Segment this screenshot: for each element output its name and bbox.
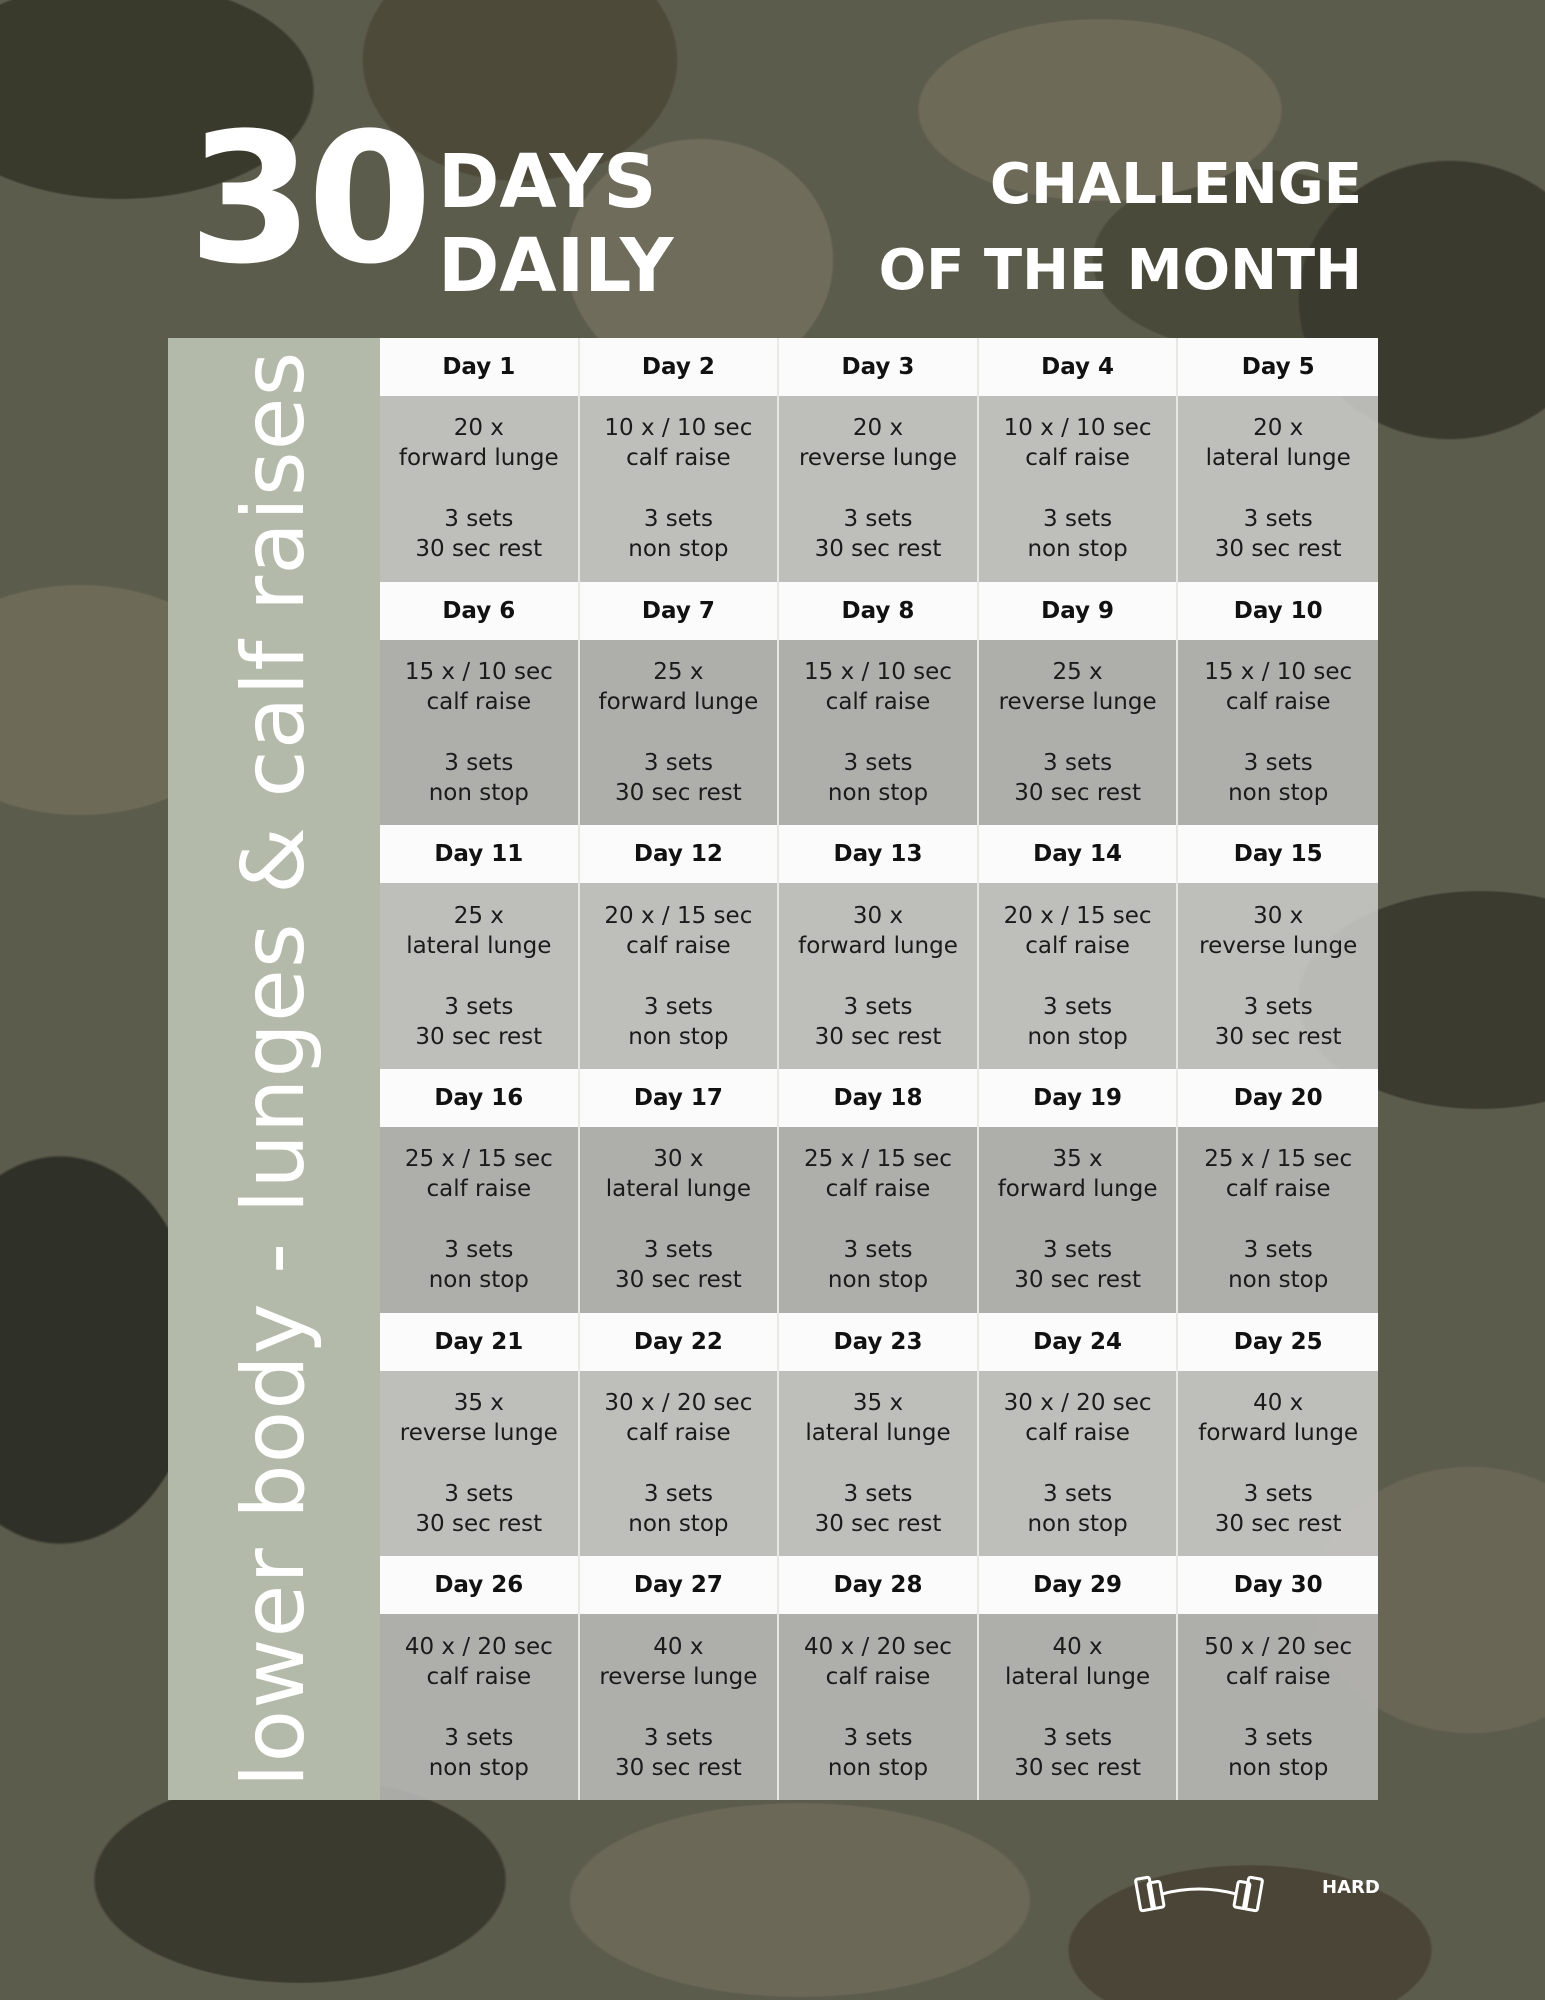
day-grid <box>380 338 1378 1800</box>
workout-rest: 30 sec rest <box>615 1267 742 1294</box>
heading-line-daily: DAILY <box>438 223 674 309</box>
workout-rest: 30 sec rest <box>1214 536 1342 563</box>
workout-exercise: reverse lunge <box>998 688 1157 715</box>
workout-rest: non stop <box>1027 536 1128 563</box>
day-workout <box>979 1614 1177 1800</box>
day-cell <box>979 1069 1179 1313</box>
workout-rest: non stop <box>1027 1023 1128 1050</box>
workout-exercise: calf raise <box>825 688 931 715</box>
workout-rest: non stop <box>628 1510 729 1537</box>
workout-sets: 3 sets <box>1243 1237 1313 1264</box>
day-cell <box>1178 338 1378 582</box>
day-workout <box>979 396 1177 582</box>
workout-sets: 3 sets <box>1043 749 1113 776</box>
day-cell <box>380 825 580 1069</box>
workout-rest: 30 sec rest <box>615 779 742 806</box>
workout-reps: 35 x <box>453 1389 504 1416</box>
day-label: Day 14 <box>979 825 1177 883</box>
workout-sets: 3 sets <box>843 993 913 1020</box>
day-label: Day 3 <box>779 338 977 396</box>
day-label: Day 30 <box>1178 1556 1378 1614</box>
page-header <box>0 0 1545 330</box>
workout-reps: 25 x <box>1052 658 1103 685</box>
workout-exercise: forward lunge <box>997 1176 1158 1203</box>
workout-sets: 3 sets <box>643 1724 713 1751</box>
day-workout <box>380 396 578 582</box>
day-cell <box>1178 1556 1378 1800</box>
workout-exercise: calf raise <box>1225 1176 1331 1203</box>
workout-rest: non stop <box>628 536 729 563</box>
day-label: Day 26 <box>380 1556 578 1614</box>
workout-sets: 3 sets <box>843 1237 913 1264</box>
workout-reps: 25 x / 15 sec <box>1204 1146 1353 1173</box>
day-cell <box>1178 1069 1378 1313</box>
day-workout <box>1178 1371 1378 1557</box>
day-cell <box>979 582 1179 826</box>
workout-rest: non stop <box>428 779 529 806</box>
workout-exercise: lateral lunge <box>1004 1663 1151 1690</box>
workout-exercise: calf raise <box>1025 445 1130 472</box>
workout-exercise: calf raise <box>1025 932 1130 959</box>
workout-rest: non stop <box>827 1267 929 1294</box>
day-workout <box>779 1127 977 1313</box>
workout-reps: 30 x <box>852 902 904 929</box>
workout-reps: 40 x / 20 sec <box>804 1633 952 1660</box>
day-workout <box>979 1127 1177 1313</box>
workout-rest: 30 sec rest <box>615 1754 742 1781</box>
day-workout <box>779 640 977 826</box>
workout-rest: non stop <box>428 1267 529 1294</box>
day-cell <box>580 1556 780 1800</box>
barbell-icon <box>1134 1870 1264 1920</box>
workout-exercise: calf raise <box>825 1663 931 1690</box>
workout-sets: 3 sets <box>444 1724 514 1751</box>
day-label: Day 10 <box>1178 582 1378 640</box>
day-cell <box>380 582 580 826</box>
day-label: Day 29 <box>979 1556 1177 1614</box>
workout-reps: 40 x / 20 sec <box>404 1633 553 1660</box>
workout-reps: 35 x <box>852 1389 904 1416</box>
workout-rest: 30 sec rest <box>1014 779 1141 806</box>
day-workout <box>979 640 1177 826</box>
day-workout <box>979 1371 1177 1557</box>
workout-reps: 40 x <box>1253 1389 1304 1416</box>
day-cell <box>779 338 979 582</box>
workout-exercise: reverse lunge <box>399 1419 558 1446</box>
day-label: Day 6 <box>380 582 578 640</box>
day-label: Day 5 <box>1178 338 1378 396</box>
workout-reps: 30 x <box>1253 902 1304 929</box>
day-cell <box>580 338 780 582</box>
day-cell <box>779 825 979 1069</box>
day-cell <box>580 825 780 1069</box>
difficulty-label: HARD <box>1322 1877 1380 1898</box>
sidebar-title: lower body - lunges & calf raises <box>224 350 324 1788</box>
workout-exercise: reverse lunge <box>1199 932 1358 959</box>
workout-reps: 20 x / 15 sec <box>604 902 753 929</box>
workout-sets: 3 sets <box>643 749 713 776</box>
day-workout <box>380 1371 578 1557</box>
day-cell <box>580 1069 780 1313</box>
workout-rest: 30 sec rest <box>1214 1023 1342 1050</box>
challenge-heading <box>879 142 1362 314</box>
workout-sets: 3 sets <box>1043 1237 1113 1264</box>
day-cell <box>779 582 979 826</box>
day-label: Day 24 <box>979 1313 1177 1371</box>
day-label: Day 8 <box>779 582 977 640</box>
workout-rest: 30 sec rest <box>814 536 942 563</box>
workout-sets: 3 sets <box>1043 993 1113 1020</box>
workout-exercise: calf raise <box>426 688 532 715</box>
workout-rest: 30 sec rest <box>415 1510 543 1537</box>
workout-exercise: calf raise <box>1225 688 1331 715</box>
workout-rest: 30 sec rest <box>1014 1267 1141 1294</box>
workout-rest: non stop <box>1027 1510 1128 1537</box>
workout-rest: 30 sec rest <box>814 1023 942 1050</box>
day-cell <box>779 1556 979 1800</box>
workout-rest: non stop <box>628 1023 729 1050</box>
sidebar-panel <box>168 338 380 1800</box>
day-workout <box>580 1371 778 1557</box>
workout-sets: 3 sets <box>1243 506 1313 533</box>
day-label: Day 18 <box>779 1069 977 1127</box>
workout-reps: 10 x / 10 sec <box>1003 415 1152 442</box>
workout-exercise: calf raise <box>426 1663 532 1690</box>
day-workout <box>779 1371 977 1557</box>
day-label: Day 1 <box>380 338 578 396</box>
day-cell <box>1178 582 1378 826</box>
heading-line-days: DAYS <box>438 139 657 225</box>
big-number: 30 <box>188 95 427 304</box>
day-label: Day 21 <box>380 1313 578 1371</box>
day-workout <box>1178 396 1378 582</box>
day-label: Day 25 <box>1178 1313 1378 1371</box>
workout-exercise: reverse lunge <box>798 445 958 472</box>
workout-exercise: calf raise <box>626 932 731 959</box>
day-workout <box>380 883 578 1069</box>
day-workout <box>979 883 1177 1069</box>
workout-sets: 3 sets <box>843 506 913 533</box>
workout-exercise: forward lunge <box>398 445 559 472</box>
workout-rest: non stop <box>827 779 929 806</box>
workout-reps: 10 x / 10 sec <box>604 415 753 442</box>
workout-sets: 3 sets <box>1243 1724 1313 1751</box>
workout-exercise: calf raise <box>626 445 731 472</box>
day-workout <box>580 640 778 826</box>
day-cell <box>380 1313 580 1557</box>
workout-exercise: calf raise <box>626 1419 731 1446</box>
challenge-card <box>168 338 1378 1800</box>
workout-sets: 3 sets <box>643 993 713 1020</box>
workout-exercise: forward lunge <box>798 932 958 959</box>
day-label: Day 16 <box>380 1069 578 1127</box>
day-workout <box>380 1614 578 1800</box>
day-cell <box>779 1069 979 1313</box>
workout-reps: 30 x / 20 sec <box>604 1389 753 1416</box>
workout-sets: 3 sets <box>444 1237 514 1264</box>
day-cell <box>380 338 580 582</box>
day-label: Day 19 <box>979 1069 1177 1127</box>
workout-exercise: calf raise <box>1025 1419 1130 1446</box>
workout-rest: 30 sec rest <box>415 1023 543 1050</box>
day-label: Day 17 <box>580 1069 778 1127</box>
workout-sets: 3 sets <box>1243 749 1313 776</box>
day-workout <box>1178 1614 1378 1800</box>
workout-reps: 20 x / 15 sec <box>1003 902 1152 929</box>
day-label: Day 13 <box>779 825 977 883</box>
day-label: Day 20 <box>1178 1069 1378 1127</box>
workout-reps: 50 x / 20 sec <box>1204 1633 1353 1660</box>
workout-sets: 3 sets <box>1243 1480 1313 1507</box>
workout-rest: 30 sec rest <box>1014 1754 1141 1781</box>
workout-sets: 3 sets <box>643 1237 713 1264</box>
workout-exercise: calf raise <box>1225 1663 1331 1690</box>
workout-sets: 3 sets <box>444 1480 514 1507</box>
workout-reps: 15 x / 10 sec <box>804 658 952 685</box>
workout-sets: 3 sets <box>843 749 913 776</box>
workout-rest: 30 sec rest <box>1214 1510 1342 1537</box>
workout-sets: 3 sets <box>444 506 514 533</box>
challenge-line-2: OF THE MONTH <box>878 238 1362 303</box>
day-workout <box>580 1127 778 1313</box>
day-cell <box>979 825 1179 1069</box>
workout-reps: 25 x / 15 sec <box>804 1146 952 1173</box>
workout-exercise: lateral lunge <box>406 932 552 959</box>
workout-sets: 3 sets <box>843 1480 913 1507</box>
day-workout <box>1178 883 1378 1069</box>
workout-reps: 15 x / 10 sec <box>404 658 553 685</box>
workout-reps: 30 x <box>653 1146 704 1173</box>
day-cell <box>580 582 780 826</box>
workout-reps: 20 x <box>852 415 904 442</box>
day-label: Day 27 <box>580 1556 778 1614</box>
day-label: Day 12 <box>580 825 778 883</box>
day-workout <box>779 1614 977 1800</box>
workout-reps: 40 x <box>1052 1633 1103 1660</box>
workout-sets: 3 sets <box>1043 506 1113 533</box>
workout-exercise: calf raise <box>426 1176 532 1203</box>
workout-reps: 25 x <box>653 658 704 685</box>
day-label: Day 2 <box>580 338 778 396</box>
workout-rest: 30 sec rest <box>415 536 543 563</box>
workout-reps: 25 x <box>453 902 504 929</box>
day-workout <box>380 1127 578 1313</box>
workout-rest: non stop <box>1228 1754 1329 1781</box>
workout-exercise: lateral lunge <box>605 1176 751 1203</box>
workout-reps: 40 x <box>653 1633 704 1660</box>
workout-rest: non stop <box>1228 1267 1329 1294</box>
workout-sets: 3 sets <box>1243 993 1313 1020</box>
day-workout <box>580 1614 778 1800</box>
workout-exercise: calf raise <box>825 1176 931 1203</box>
workout-exercise: forward lunge <box>1198 1419 1359 1446</box>
workout-reps: 20 x <box>453 415 504 442</box>
day-label: Day 28 <box>779 1556 977 1614</box>
workout-sets: 3 sets <box>1043 1724 1113 1751</box>
day-cell <box>979 1313 1179 1557</box>
day-cell <box>979 1556 1179 1800</box>
day-cell <box>1178 1313 1378 1557</box>
workout-rest: non stop <box>827 1754 929 1781</box>
day-workout <box>580 396 778 582</box>
day-workout <box>580 883 778 1069</box>
day-workout <box>1178 640 1378 826</box>
workout-reps: 35 x <box>1052 1146 1103 1173</box>
day-label: Day 23 <box>779 1313 977 1371</box>
workout-reps: 30 x / 20 sec <box>1003 1389 1152 1416</box>
day-label: Day 9 <box>979 582 1177 640</box>
day-workout <box>779 883 977 1069</box>
day-cell <box>580 1313 780 1557</box>
workout-sets: 3 sets <box>843 1724 913 1751</box>
workout-sets: 3 sets <box>444 749 514 776</box>
workout-sets: 3 sets <box>643 506 713 533</box>
workout-reps: 15 x / 10 sec <box>1204 658 1353 685</box>
workout-sets: 3 sets <box>643 1480 713 1507</box>
day-label: Day 4 <box>979 338 1177 396</box>
day-cell <box>779 1313 979 1557</box>
days-daily-heading <box>438 140 673 308</box>
day-workout <box>1178 1127 1378 1313</box>
workout-exercise: lateral lunge <box>1205 445 1351 472</box>
day-cell <box>1178 825 1378 1069</box>
workout-rest: non stop <box>1228 779 1329 806</box>
challenge-line-1: CHALLENGE <box>989 152 1362 217</box>
day-workout <box>779 396 977 582</box>
day-label: Day 11 <box>380 825 578 883</box>
day-label: Day 22 <box>580 1313 778 1371</box>
day-cell <box>380 1556 580 1800</box>
day-cell <box>380 1069 580 1313</box>
workout-exercise: reverse lunge <box>599 1663 758 1690</box>
day-cell <box>979 338 1179 582</box>
workout-exercise: forward lunge <box>598 688 759 715</box>
day-label: Day 7 <box>580 582 778 640</box>
workout-rest: non stop <box>428 1754 529 1781</box>
workout-reps: 25 x / 15 sec <box>404 1146 553 1173</box>
day-workout <box>380 640 578 826</box>
workout-reps: 20 x <box>1253 415 1304 442</box>
workout-rest: 30 sec rest <box>814 1510 942 1537</box>
workout-exercise: lateral lunge <box>805 1419 951 1446</box>
workout-sets: 3 sets <box>444 993 514 1020</box>
workout-sets: 3 sets <box>1043 1480 1113 1507</box>
day-label: Day 15 <box>1178 825 1378 883</box>
